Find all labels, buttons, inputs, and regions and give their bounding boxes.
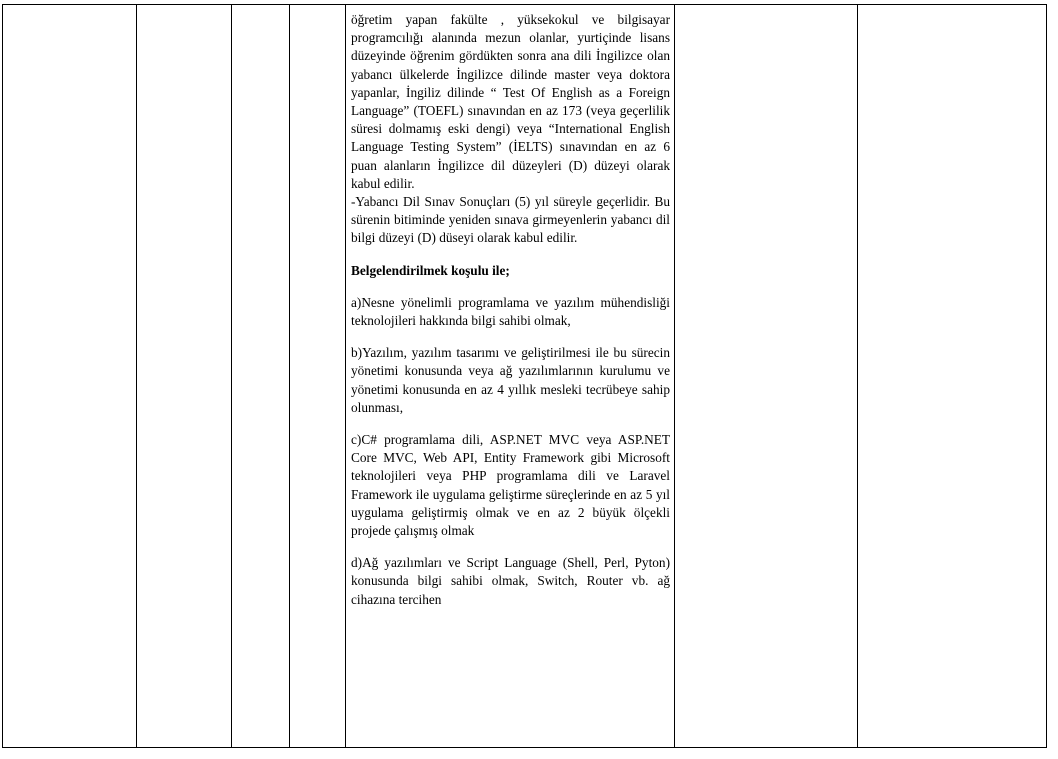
- table-cell-3: [232, 5, 290, 748]
- certification-heading: Belgelendirilmek koşulu ile;: [351, 262, 510, 278]
- table-cell-1: [3, 5, 137, 748]
- requirements-table: [2, 4, 1047, 748]
- qualifications-text: [346, 5, 674, 609]
- requirement-item-d: d)Ağ yazılımları ve Script Language (Shell, Perl, Pyton) konusunda bilgi sahibi olmak, Switch, Router vb. ağ cihazına tercihen: [351, 555, 670, 607]
- table-cell-7: [858, 5, 1047, 748]
- table-cell-6: [675, 5, 858, 748]
- qualifications-cell: [346, 5, 675, 748]
- table-row: [3, 5, 1047, 748]
- table-cell-4: [290, 5, 346, 748]
- table-cell-2: [137, 5, 232, 748]
- language-requirement-paragraph: öğretim yapan fakülte , yüksekokul ve bilgisayar programcılığı alanında mezun olanlar, yurtiçinde lisans düzeyinde öğrenim gördükten sonra ana dili İngilizce olan yabancı ülkelerde İngilizce dilinde master veya doktora yapanlar, İngiliz dilinde “ Test Of English as a Foreign Language” (TOEFL) sınavından en az 173 (veya geçerlilik süresi dolmamış eski dengi) veya “International English Language Testing System” (İELTS) sınavından en az 6 puan alanların İngilizce dil düzeyleri (D) düzeyi olarak kabul edilir.: [351, 12, 670, 191]
- requirement-item-a: a)Nesne yönelimli programlama ve yazılım mühendisliği teknolojileri hakkında bilgi sahibi olmak,: [351, 294, 670, 329]
- requirement-item-c: c)C# programlama dili, ASP.NET MVC veya ASP.NET Core MVC, Web API, Entity Framework gibi Microsoft teknolojileri veya PHP programlama dili ve Laravel Framework ile uygulama geliştirme süreçlerinde en az 5 yıl uygulama geliştirmiş olmak ve en az 2 büyük ölçekli projede çalışmış olmak: [351, 432, 670, 539]
- validity-paragraph: -Yabancı Dil Sınav Sonuçları (5) yıl süreyle geçerlidir. Bu sürenin bitiminde yeniden sınava girmeyenlerin yabancı dil bilgi düzeyi (D) düseyi olarak kabul edilir.: [351, 194, 670, 246]
- requirement-item-b: b)Yazılım, yazılım tasarımı ve geliştirilmesi ile bu sürecin yönetimi konusunda veya ağ yazılımlarının kurulumu ve yönetimi konusunda en az 4 yıllık mesleki tecrübeye sahip olunması,: [351, 345, 670, 415]
